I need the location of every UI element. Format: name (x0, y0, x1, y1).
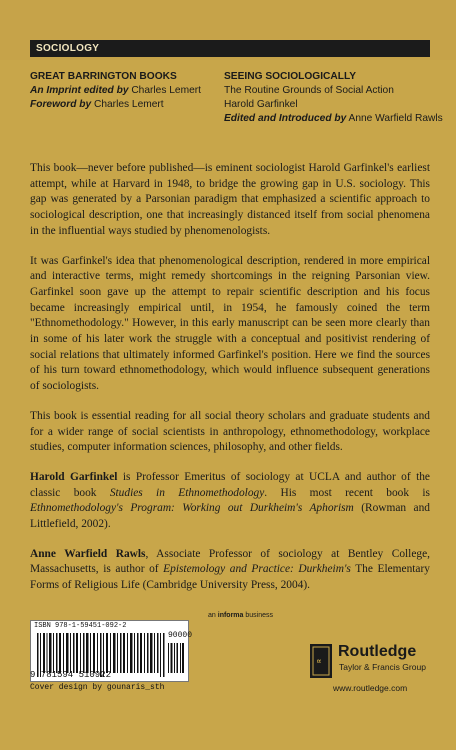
book-subtitle: The Routine Grounds of Social Action (224, 85, 394, 96)
blurb (30, 161, 430, 608)
book-title: SEEING SOCIOLOGICALLY (224, 71, 357, 82)
author-bio: Harold Garfinkel is Professor Emeritus of sociology at UCLA and author of the classic book Studies in Ethnomethodology. His most recent book is Ethnomethodology's Program: Working out Durkheim's Aphorism (Rowman and Littlefield, 2002). (30, 470, 430, 531)
subject-tag: SOCIOLOGY (30, 40, 430, 57)
publisher-name: Routledge (338, 643, 417, 660)
imprint-name: GREAT BARRINGTON BOOKS (30, 71, 177, 82)
isbn: ISBN 978-1-59451-092-2 (34, 622, 127, 630)
barcode-number: 9 781594 510922 (30, 670, 112, 680)
editor-bio: Anne Warfield Rawls, Associate Professor of sociology at Bentley College, Massachusetts, is author of Epistemology and Practice: Durkheim's The Elementary Forms of Religious Life (Cambridge University Press, 2004). (30, 547, 431, 592)
cover-credit: Cover design by gounaris_sth (30, 683, 165, 692)
svg-text:R: R (317, 659, 323, 663)
series-info-left (30, 70, 220, 112)
book-author: Harold Garfinkel (224, 99, 298, 110)
blurb-paragraph-1: This book—never before published—is eminent sociologist Harold Garfinkel's earliest attempt, while at Harvard in 1948, to bridge the growing gap in U.S. sociology. This gap was generated by a Parsonian paradigm that emphasized a scientific approach to sociological description, one that increasingly distanced itself from social phenomena in the influential ways studied by phenomenologists. (30, 162, 430, 237)
publisher-url[interactable]: www.routledge.com (333, 683, 408, 693)
foreword-credit: Foreword by Charles Lemert (30, 99, 164, 110)
informa-tagline: an informa business (208, 612, 273, 619)
series-info-right (224, 70, 444, 126)
blurb-paragraph-2: It was Garfinkel's idea that phenomenological description, rendered in more empirical and interactive terms, might remedy shortcomings in the reigning Parsonian view. Garfinkel soon gave up the attempt to repair scientific description and his focus became increasingly empirical until, in 1954, he famously coined the term "Ethnomethodology." However, in this early manuscript can be seen more clearly than in some of his later work the struggle with a conceptual and positivist rendering of social relations that ultimately informed Garfinkel's position. Here we find the sources of his turn toward ethnomethodology, which would influence subsequent generations of sociologists. (30, 254, 430, 393)
blurb-paragraph-3: This book is essential reading for all social theory scholars and graduate students and for a wider range of social scientists in anthropology, ethnomethodology, workplace studies, computer information sciences, philosophy, and other fields. (30, 409, 430, 454)
routledge-logo-icon (310, 644, 332, 678)
imprint-editor: An Imprint edited by Charles Lemert (30, 85, 201, 96)
publisher-group: Taylor & Francis Group (339, 662, 426, 672)
editor-credit: Edited and Introduced by Anne Warfield Rawls (224, 113, 443, 124)
price-code: 90000 (168, 631, 193, 640)
